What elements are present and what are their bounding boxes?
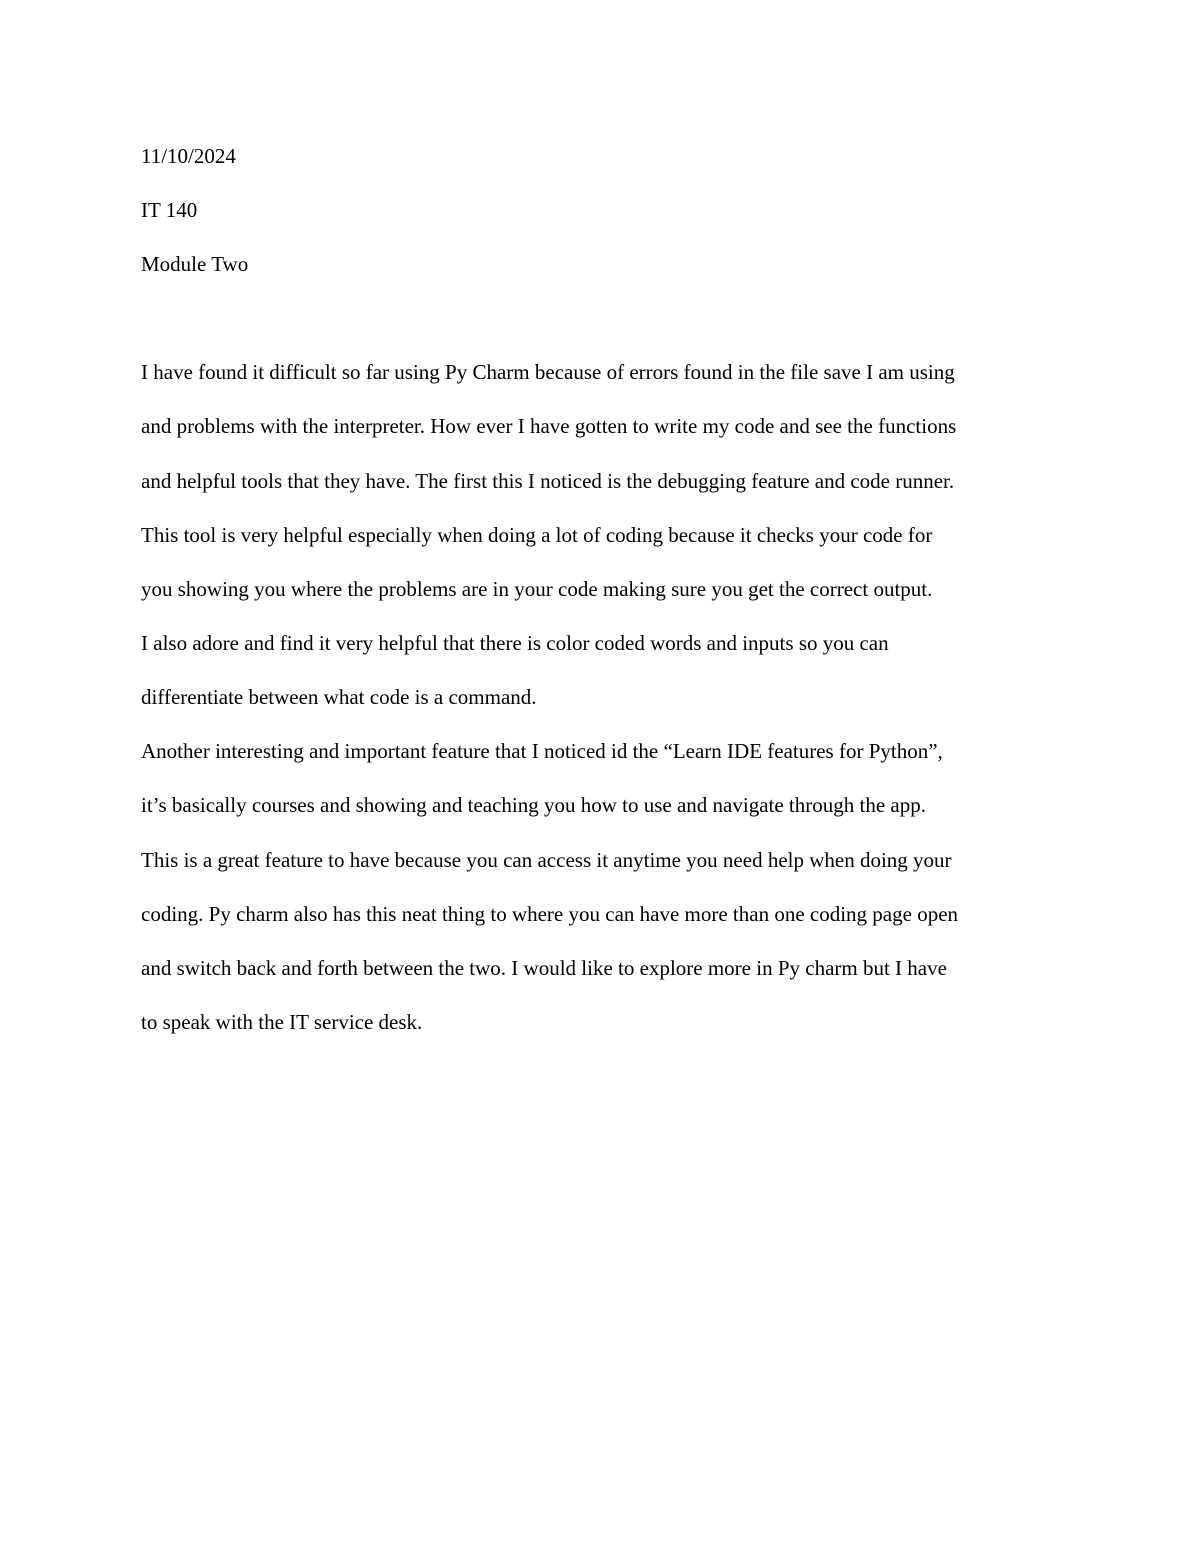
date-line: 11/10/2024 bbox=[141, 144, 236, 168]
body-line: This tool is very helpful especially when doing a lot of coding because it checks your code for bbox=[141, 523, 933, 547]
body-line: differentiate between what code is a command. bbox=[141, 685, 537, 709]
body-line: to speak with the IT service desk. bbox=[141, 1010, 423, 1034]
body-line: and switch back and forth between the two. I would like to explore more in Py charm but I have bbox=[141, 956, 947, 980]
body-line: This is a great feature to have because you can access it anytime you need help when doing your bbox=[141, 848, 952, 872]
body-line: I also adore and find it very helpful that there is color coded words and inputs so you can bbox=[141, 631, 889, 655]
body-line: I have found it difficult so far using Py Charm because of errors found in the file save I am using bbox=[141, 360, 955, 384]
body-line: Another interesting and important feature that I noticed id the “Learn IDE features for Python”, bbox=[141, 739, 943, 763]
body-line: coding. Py charm also has this neat thing to where you can have more than one coding page open bbox=[141, 902, 959, 926]
module-title-line: Module Two bbox=[141, 252, 249, 276]
body-line: and problems with the interpreter. How ever I have gotten to write my code and see the functions bbox=[141, 414, 957, 438]
body-line: you showing you where the problems are in your code making sure you get the correct output. bbox=[141, 577, 933, 601]
body-line: and helpful tools that they have. The first this I noticed is the debugging feature and code runner. bbox=[141, 469, 955, 493]
course-line: IT 140 bbox=[141, 198, 198, 222]
body-line: it’s basically courses and showing and teaching you how to use and navigate through the app. bbox=[141, 793, 926, 817]
